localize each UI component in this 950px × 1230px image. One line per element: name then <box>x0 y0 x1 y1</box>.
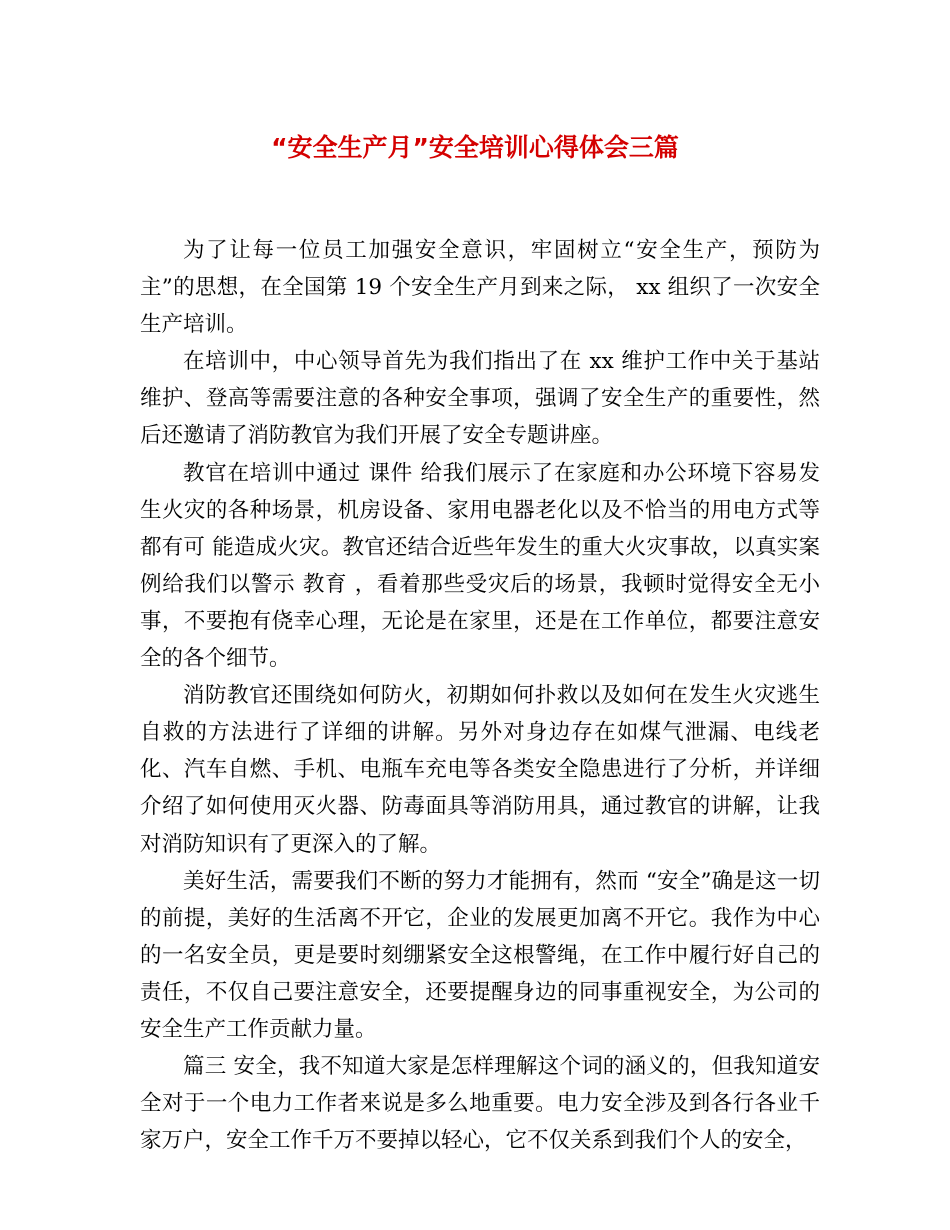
document-body <box>140 232 820 1159</box>
paragraph-1: 为了让每一位员工加强安全意识，牢固树立“安全生产，预防为主”的思想，在全国第 19 个安全生产月到来之际， xx 组织了一次安全生产培训。 <box>140 238 820 338</box>
paragraph-5: 美好生活，需要我们不断的努力才能拥有，然而 “安全”确是这一切的前提，美好的生活离不开它，企业的发展更加离不开它。我作为中心的一名安全员，更是要时刻绷紧安全这根警绳，在工作中履行好自己的责任，不仅自己要注意安全，还要提醒身边的同事重视安全，为公司的安全生产工作贡献力量。 <box>140 868 820 1042</box>
document-title: “安全生产月”安全培训心得体会三篇 <box>271 133 679 162</box>
paragraph-6: 篇三 安全，我不知道大家是怎样理解这个词的涵义的，但我知道安全对于一个电力工作者来说是多么地重要。电力安全涉及到各行各业千家万户，安全工作千万不要掉以轻心，它不仅关系到我们个人的安全， <box>140 1054 820 1154</box>
paragraph-2: 在培训中，中心领导首先为我们指出了在 xx 维护工作中关于基站维护、登高等需要注意的各种安全事项，强调了安全生产的重要性，然后还邀请了消防教官为我们开展了安全专题讲座。 <box>140 349 820 449</box>
paragraph-4: 消防教官还围绕如何防火，初期如何扑救以及如何在发生火灾逃生自救的方法进行了详细的讲解。另外对身边存在如煤气泄漏、电线老化、汽车自燃、手机、电瓶车充电等各类安全隐患进行了分析，并详细介绍了如何使用灭火器、防毒面具等消防用具，通过教官的讲解，让我对消防知识有了更深入的了解。 <box>140 683 820 857</box>
paragraph-3: 教官在培训中通过 课件 给我们展示了在家庭和办公环境下容易发生火灾的各种场景，机房设备、家用电器老化以及不恰当的用电方式等都有可 能造成火灾。教官还结合近些年发生的重大火灾事故，以真实案例给我们以警示 教育 ，看着那些受灾后的场景，我顿时觉得安全无小事，不要抱有侥幸心理，无论是在家里，还是在工作单位，都要注意安全的各个细节。 <box>140 460 820 672</box>
